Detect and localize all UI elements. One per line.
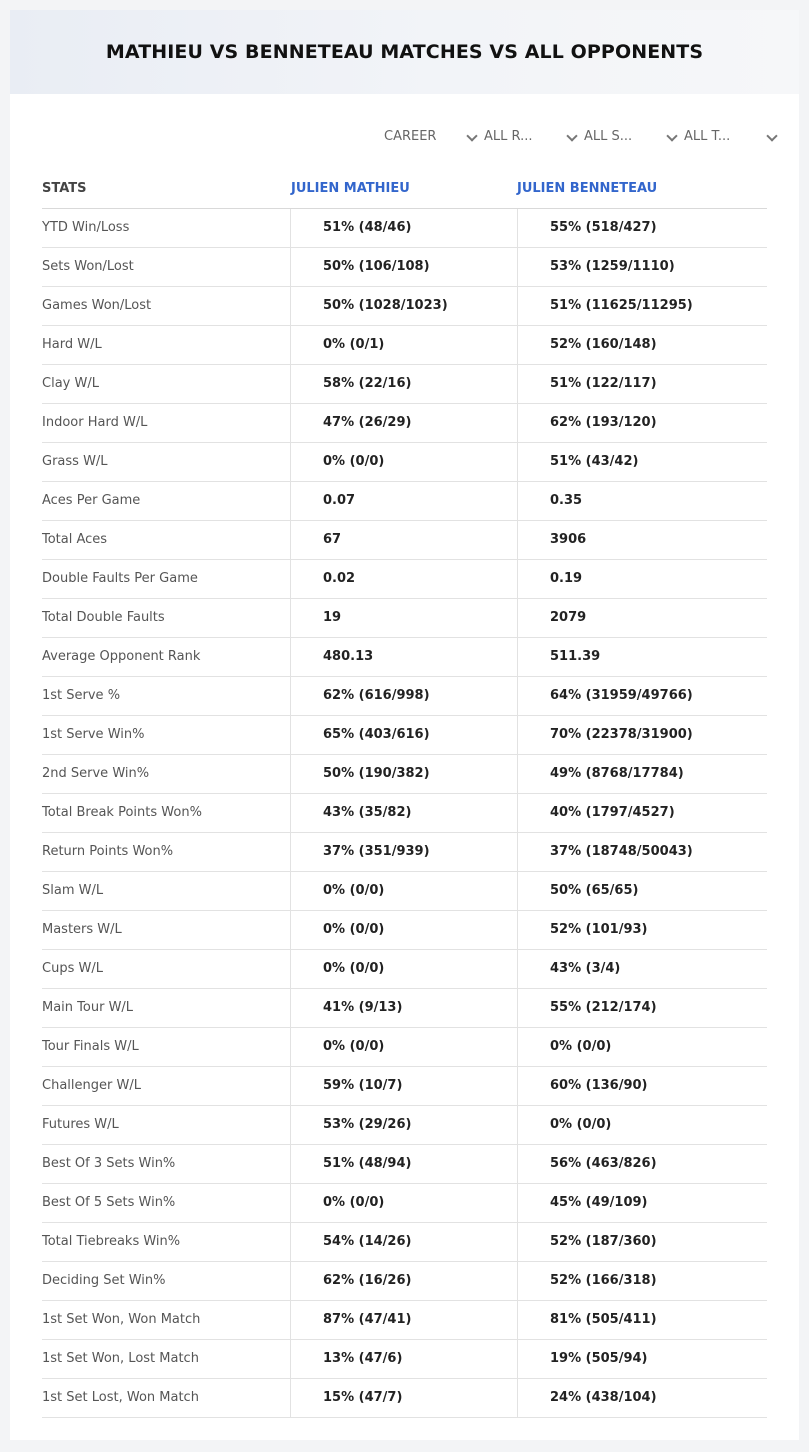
- table-row: [42, 989, 767, 1028]
- player1-value: 0% (0/0): [290, 443, 516, 481]
- player1-value: 51% (48/94): [290, 1145, 516, 1183]
- chevron-down-icon: [566, 130, 577, 141]
- player2-value: 52% (160/148): [517, 326, 767, 364]
- table-row: [42, 638, 767, 677]
- stat-label: 1st Set Won, Won Match: [42, 1312, 201, 1327]
- player2-value: 52% (101/93): [517, 911, 767, 949]
- player1-value: 65% (403/616): [290, 716, 516, 754]
- player1-value: 15% (47/7): [290, 1379, 516, 1417]
- player2-value: 43% (3/4): [517, 950, 767, 988]
- stat-label: Aces Per Game: [42, 493, 141, 508]
- player2-value: 52% (166/318): [517, 1262, 767, 1300]
- table-header: [42, 160, 767, 209]
- player1-value: 43% (35/82): [290, 794, 516, 832]
- player1-value: 54% (14/26): [290, 1223, 516, 1261]
- stat-label: Indoor Hard W/L: [42, 415, 148, 430]
- stat-label: Total Break Points Won%: [42, 805, 202, 820]
- stat-label: Challenger W/L: [42, 1078, 141, 1093]
- player1-value: 50% (1028/1023): [290, 287, 516, 325]
- table-row: [42, 560, 767, 599]
- table-row: [42, 365, 767, 404]
- table-row: [42, 677, 767, 716]
- player1-value: 0% (0/0): [290, 1184, 516, 1222]
- table-row: [42, 521, 767, 560]
- player1-value: 13% (47/6): [290, 1340, 516, 1378]
- table-row: [42, 1262, 767, 1301]
- stat-label: Sets Won/Lost: [42, 259, 134, 274]
- player1-value: 50% (190/382): [290, 755, 516, 793]
- player2-value: 50% (65/65): [517, 872, 767, 910]
- filter-period-label: CAREER: [384, 129, 437, 144]
- stat-label: Masters W/L: [42, 922, 122, 937]
- player2-value: 51% (122/117): [517, 365, 767, 403]
- table-row: [42, 599, 767, 638]
- player1-value: 87% (47/41): [290, 1301, 516, 1339]
- player2-value: 51% (11625/11295): [517, 287, 767, 325]
- table-row: [42, 1028, 767, 1067]
- filter-surface-dropdown[interactable]: [584, 126, 684, 148]
- player1-value: 480.13: [290, 638, 516, 676]
- player2-value: 0% (0/0): [517, 1106, 767, 1144]
- table-row: [42, 716, 767, 755]
- player1-value: 19: [290, 599, 516, 637]
- player1-value: 37% (351/939): [290, 833, 516, 871]
- player1-value: 50% (106/108): [290, 248, 516, 286]
- player2-value: 37% (18748/50043): [517, 833, 767, 871]
- stats-card: [10, 10, 799, 1440]
- table-row: [42, 1184, 767, 1223]
- table-row: [42, 833, 767, 872]
- stat-label: Double Faults Per Game: [42, 571, 198, 586]
- player2-value: 45% (49/109): [517, 1184, 767, 1222]
- player2-value: 53% (1259/1110): [517, 248, 767, 286]
- column-header-player1[interactable]: JULIEN MATHIEU: [291, 181, 410, 196]
- player2-value: 19% (505/94): [517, 1340, 767, 1378]
- player2-value: 0% (0/0): [517, 1028, 767, 1066]
- stat-label: Main Tour W/L: [42, 1000, 134, 1015]
- stat-label: 1st Serve Win%: [42, 727, 145, 742]
- stat-label: Total Aces: [42, 532, 108, 547]
- stat-label: Return Points Won%: [42, 844, 174, 859]
- table-row: [42, 1340, 767, 1379]
- player1-value: 62% (16/26): [290, 1262, 516, 1300]
- player2-value: 51% (43/42): [517, 443, 767, 481]
- filter-round-label: ALL R...: [484, 129, 533, 144]
- filter-surface-label: ALL S...: [584, 129, 633, 144]
- player1-value: 41% (9/13): [290, 989, 516, 1027]
- player1-value: 0% (0/0): [290, 1028, 516, 1066]
- player2-value: 70% (22378/31900): [517, 716, 767, 754]
- table-row: [42, 326, 767, 365]
- player2-value: 55% (212/174): [517, 989, 767, 1027]
- player1-value: 0.02: [290, 560, 516, 598]
- table-row: [42, 950, 767, 989]
- player2-value: 40% (1797/4527): [517, 794, 767, 832]
- table-row: [42, 872, 767, 911]
- table-row: [42, 794, 767, 833]
- stat-label: Grass W/L: [42, 454, 108, 469]
- table-row: [42, 1067, 767, 1106]
- player1-value: 51% (48/46): [290, 209, 516, 247]
- stat-label: Best Of 3 Sets Win%: [42, 1156, 176, 1171]
- table-row: [42, 482, 767, 521]
- stat-label: 2nd Serve Win%: [42, 766, 150, 781]
- table-row: [42, 1379, 767, 1418]
- player2-value: 3906: [517, 521, 767, 559]
- stat-label: YTD Win/Loss: [42, 220, 130, 235]
- player1-value: 47% (26/29): [290, 404, 516, 442]
- chevron-down-icon: [766, 130, 777, 141]
- chevron-down-icon: [466, 130, 477, 141]
- player2-value: 60% (136/90): [517, 1067, 767, 1105]
- stat-label: Slam W/L: [42, 883, 104, 898]
- page-title: MATHIEU VS BENNETEAU MATCHES VS ALL OPPONENTS: [105, 41, 704, 63]
- player1-value: 0% (0/0): [290, 950, 516, 988]
- player2-value: 81% (505/411): [517, 1301, 767, 1339]
- table-row: [42, 1301, 767, 1340]
- filter-tournament-label: ALL T...: [684, 129, 731, 144]
- player1-value: 58% (22/16): [290, 365, 516, 403]
- filter-round-dropdown[interactable]: [484, 126, 584, 148]
- column-header-player2[interactable]: JULIEN BENNETEAU: [517, 181, 658, 196]
- table-row: [42, 1223, 767, 1262]
- table-row: [42, 404, 767, 443]
- player2-value: 24% (438/104): [517, 1379, 767, 1417]
- stat-label: Deciding Set Win%: [42, 1273, 166, 1288]
- table-row: [42, 443, 767, 482]
- table-row: [42, 248, 767, 287]
- table-body: [42, 209, 767, 1418]
- player2-value: 52% (187/360): [517, 1223, 767, 1261]
- stat-label: Futures W/L: [42, 1117, 119, 1132]
- filter-bar: [384, 126, 784, 148]
- stat-label: 1st Serve %: [42, 688, 121, 703]
- player2-value: 0.35: [517, 482, 767, 520]
- player1-value: 0% (0/1): [290, 326, 516, 364]
- player2-value: 55% (518/427): [517, 209, 767, 247]
- stat-label: Average Opponent Rank: [42, 649, 201, 664]
- player2-value: 56% (463/826): [517, 1145, 767, 1183]
- table-row: [42, 911, 767, 950]
- filter-tournament-dropdown[interactable]: [684, 126, 784, 148]
- player2-value: 64% (31959/49766): [517, 677, 767, 715]
- stat-label: Hard W/L: [42, 337, 102, 352]
- chevron-down-icon: [666, 130, 677, 141]
- table-row: [42, 209, 767, 248]
- stat-label: 1st Set Lost, Won Match: [42, 1390, 199, 1405]
- stat-label: Tour Finals W/L: [42, 1039, 139, 1054]
- player1-value: 0% (0/0): [290, 872, 516, 910]
- player1-value: 62% (616/998): [290, 677, 516, 715]
- stat-label: Best Of 5 Sets Win%: [42, 1195, 176, 1210]
- column-header-stats: STATS: [42, 181, 87, 196]
- table-row: [42, 1106, 767, 1145]
- stats-table: [42, 160, 767, 1418]
- player2-value: 2079: [517, 599, 767, 637]
- player2-value: 0.19: [517, 560, 767, 598]
- table-row: [42, 1145, 767, 1184]
- table-row: [42, 287, 767, 326]
- stat-label: Games Won/Lost: [42, 298, 152, 313]
- player1-value: 0% (0/0): [290, 911, 516, 949]
- table-row: [42, 755, 767, 794]
- player1-value: 67: [290, 521, 516, 559]
- stat-label: Total Double Faults: [42, 610, 165, 625]
- player1-value: 59% (10/7): [290, 1067, 516, 1105]
- stat-label: Total Tiebreaks Win%: [42, 1234, 181, 1249]
- player2-value: 49% (8768/17784): [517, 755, 767, 793]
- player1-value: 0.07: [290, 482, 516, 520]
- filter-period-dropdown[interactable]: [384, 126, 484, 148]
- stat-label: Cups W/L: [42, 961, 103, 976]
- stat-label: Clay W/L: [42, 376, 99, 391]
- player2-value: 62% (193/120): [517, 404, 767, 442]
- card-header: [10, 10, 799, 94]
- player2-value: 511.39: [517, 638, 767, 676]
- player1-value: 53% (29/26): [290, 1106, 516, 1144]
- stat-label: 1st Set Won, Lost Match: [42, 1351, 199, 1366]
